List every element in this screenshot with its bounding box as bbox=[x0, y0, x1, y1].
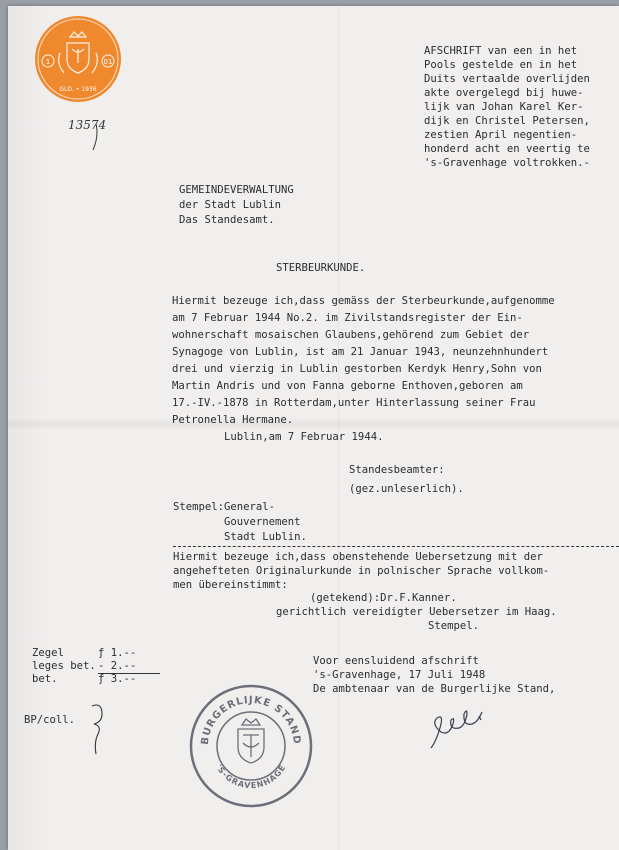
translation-line-1: Hiermit bezeuge ich,dass obenstehende Uebersetzung mit der bbox=[173, 551, 543, 563]
afschrift-line-7: zestien April negentien- bbox=[424, 129, 578, 141]
afschrift-line-2: Pools gestelde en in het bbox=[424, 59, 578, 71]
authority-line-2: der Stadt Lublin bbox=[179, 199, 282, 211]
certification-line-2: 's-Gravenhage, 17 Juli 1948 bbox=[313, 669, 486, 681]
paper-fold bbox=[338, 6, 339, 850]
translation-line-2: angehefteten Originalurkunde in polnischer Sprache vollkom- bbox=[173, 565, 550, 577]
authority-line-3: Das Standesamt. bbox=[179, 214, 275, 226]
registrar-signature: (gez.unleserlich). bbox=[349, 483, 464, 495]
fee-label-2: leges bet. bbox=[32, 660, 96, 672]
body-line-6: Martin Andris und von Fanna geborne Enthoven,geboren am bbox=[172, 380, 523, 392]
afschrift-line-4: akte overgelegd bij huwe- bbox=[424, 87, 584, 99]
afschrift-line-9: 's-Gravenhage voltrokken.- bbox=[424, 157, 590, 169]
clerk-code: BP/coll. bbox=[24, 714, 76, 726]
certification-line-1: Voor eensluidend afschrift bbox=[313, 655, 479, 667]
fiscal-right-value: 01 bbox=[103, 58, 113, 66]
translation-line-3: men übereinstimmt: bbox=[173, 579, 288, 591]
svg-text:'S-GRAVENHAGE bbox=[214, 763, 287, 790]
afschrift-line-1: AFSCHRIFT van een in het bbox=[424, 45, 578, 57]
stamp-note-line-3: Stadt Lublin. bbox=[224, 531, 307, 543]
translator-stamp: Stempel. bbox=[428, 620, 480, 632]
registrar-title: Standesbeamter: bbox=[349, 464, 445, 476]
afschrift-line-8: honderd acht en veertig te bbox=[424, 143, 590, 155]
document-sheet bbox=[8, 6, 619, 850]
body-line-4: Synagoge von Lublin, ist am 21 Januar 1943, neunzehnhundert bbox=[172, 346, 549, 358]
body-line-3: wohnerschaft mosaischen Glaubens,gehörend zum Gebiet der bbox=[172, 329, 530, 341]
body-line-5: drei und vierzig in Lublin gestorben Kerdyk Henry,Sohn von bbox=[172, 363, 542, 375]
fee-label-1: Zegel bbox=[32, 647, 64, 659]
certification-line-3: De ambtenaar van de Burgerlijke Stand, bbox=[313, 683, 556, 695]
official-signature bbox=[423, 708, 503, 756]
fee-label-3: bet. bbox=[32, 673, 58, 685]
body-line-8: Petronella Hermane. bbox=[172, 414, 294, 426]
afschrift-line-3: Duits vertaalde overlijden bbox=[424, 73, 590, 85]
authority-line-1: GEMEINDEVERWALTUNG bbox=[179, 184, 294, 196]
fiscal-left-value: 1 bbox=[45, 58, 51, 66]
body-line-7: 17.-IV.-1878 in Rotterdam,unter Hinterlassung seiner Frau bbox=[172, 397, 536, 409]
fee-amount-2: - 2.-- bbox=[98, 660, 137, 672]
seal-top-text: BURGERLIJKE STAND bbox=[199, 694, 303, 746]
afschrift-line-6: dijk en Christel Petersen, bbox=[424, 115, 590, 127]
stamp-note-line-2: Gouvernement bbox=[224, 516, 301, 528]
translator-signed: (getekend):Dr.F.Kanner. bbox=[310, 592, 457, 604]
seal-coat-of-arms-icon bbox=[238, 719, 264, 763]
afschrift-line-5: lijk van Johan Karel Ker- bbox=[424, 101, 584, 113]
stamp-note-line-1: Stempel:General- bbox=[173, 501, 276, 513]
fee-amount-3: ƒ 3.-- bbox=[98, 673, 137, 685]
body-line-2: am 7 Februar 1944 No.2. im Zivilstandsregister der Ein- bbox=[172, 312, 523, 324]
handwritten-number bbox=[66, 114, 108, 154]
fee-amount-1: ƒ 1.-- bbox=[98, 647, 137, 659]
fiscal-bottom-text: GLD. • 1936 bbox=[59, 86, 97, 93]
place-date: Lublin,am 7 Februar 1944. bbox=[224, 431, 384, 443]
translator-title: gerichtlich vereidigter Uebersetzer im Haag. bbox=[276, 606, 557, 618]
separator-line bbox=[173, 546, 619, 547]
fiscal-stamp bbox=[34, 15, 122, 103]
seal-bottom-text: 'S-GRAVENHAGE bbox=[214, 762, 288, 791]
document-title: STERBEURKUNDE. bbox=[276, 262, 366, 274]
body-line-1: Hiermit bezeuge ich,dass gemäss der Sterbeurkunde,aufgenomme bbox=[172, 295, 555, 307]
municipal-seal bbox=[188, 683, 314, 809]
paraph-icon bbox=[88, 702, 108, 756]
svg-text:13574: 13574 bbox=[68, 118, 107, 132]
